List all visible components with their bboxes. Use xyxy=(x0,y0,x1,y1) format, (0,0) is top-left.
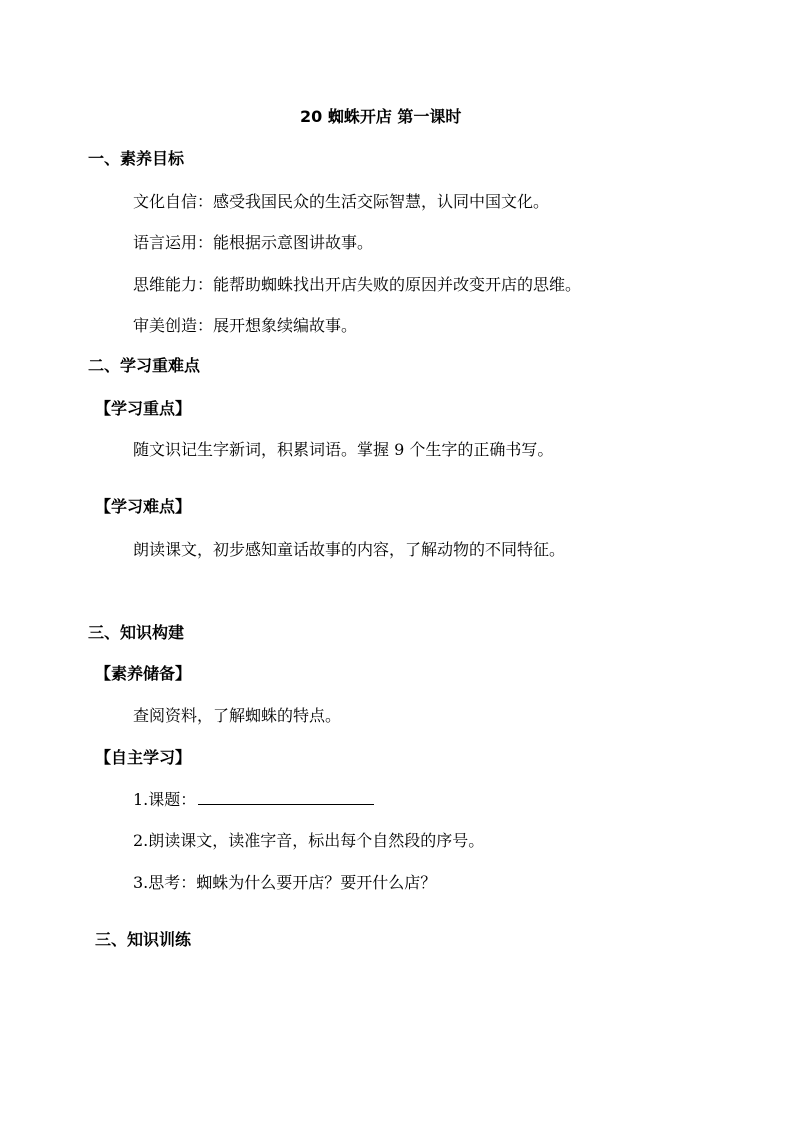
section-heading-training: 三、知识训练 xyxy=(95,930,192,949)
section-heading-goals: 一、素养目标 xyxy=(88,149,185,168)
question-3: 3.思考：蜘蛛为什么要开店？要开什么店？ xyxy=(133,873,437,892)
goal-item: 语言运用：能根据示意图讲故事。 xyxy=(133,233,374,252)
goal-item: 审美创造：展开想象续编故事。 xyxy=(133,316,358,335)
goal-item: 思维能力：能帮助蜘蛛找出开店失败的原因并改变开店的思维。 xyxy=(133,275,582,294)
page-title: 20 蜘蛛开店 第一课时 xyxy=(300,107,462,126)
question-1 xyxy=(133,790,374,810)
question-2: 2.朗读课文，读准字音，标出每个自然段的序号。 xyxy=(133,831,485,850)
section-heading-key-points: 二、学习重难点 xyxy=(88,356,201,375)
key-point-label: 【学习重点】 xyxy=(95,399,192,418)
goal-item: 文化自信：感受我国民众的生活交际智慧，认同中国文化。 xyxy=(133,192,550,211)
key-point-text: 随文识记生字新词，积累词语。掌握 9 个生字的正确书写。 xyxy=(133,440,554,459)
difficulty-label: 【学习难点】 xyxy=(95,497,192,516)
self-study-label: 【自主学习】 xyxy=(95,748,192,767)
prep-text: 查阅资料，了解蜘蛛的特点。 xyxy=(133,706,342,725)
difficulty-text: 朗读课文，初步感知童话故事的内容，了解动物的不同特征。 xyxy=(133,540,566,559)
answer-blank[interactable] xyxy=(198,790,374,805)
section-heading-knowledge: 三、知识构建 xyxy=(88,623,185,642)
question-1-text: 1.课题： xyxy=(133,790,197,809)
prep-label: 【素养储备】 xyxy=(95,664,192,683)
